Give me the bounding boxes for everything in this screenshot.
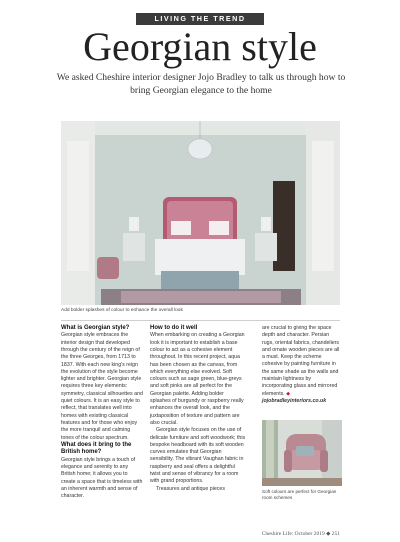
page-footer: Cheshire Life: October 2019 ◆ 251 (261, 531, 340, 537)
paragraph (262, 325, 342, 405)
paragraph: Treasures and antique pieces (156, 485, 225, 492)
paragraph: When embarking on creating a Georgian look it is important to establish a base colour to act as a cohesive element throughout. In this recent project, aqua has been chosen as the canvas, from which everything else evolved. Soft colours such as sage green, blue-greys and soft pinks are all perfect for the Georgian palette. Adding bolder splashes of burgundy or raspberry really enhances the overall look, and the juxtaposition of texture and pattern are also crucial. (150, 332, 245, 426)
article-column-3 (262, 325, 342, 405)
heading-what-does-it-bring: What does it bring to the British home? (61, 441, 132, 456)
inset-caption: Soft colours are perfect for Georgian room schemes (262, 489, 337, 500)
heading-what-is-georgian-style: What is Georgian style? (61, 325, 130, 331)
paragraph: Georgian style brings a touch of elegance and serenity to any British home; it allows you to create a space that is timeless with an inherent warmth and sense of character. (61, 456, 143, 500)
designer-website[interactable]: jojobradleyinteriors.co.uk (262, 397, 327, 404)
paragraph-text: are crucial to giving the space depth and character. Persian rugs, oriental fabrics, chandeliers and ornate wooden pieces are all a must. Keep the scheme cohesive by painting furniture in the same shade as the walls and maintain lightness by incorporating glass and mirrored elements. (262, 325, 340, 397)
end-mark-icon: ◆ (286, 390, 291, 397)
inset-armchair-photo (262, 420, 342, 486)
article-column-2 (150, 325, 246, 493)
article-column-1 (61, 325, 143, 500)
paragraph: Georgian style embraces the interior design that developed through the century of the reign of the three Georges, from 1713 to 1837. With each new king's reign the evolution of the style become lighter and brighter. Georgian style requires three key elements: symmetry, classical silhouettes and quiet colours. It is an easy style to reflect, that translates well into homes with existing classical features and for those who enjoy the more tranquil and calming tones of the colour spectrum. (61, 332, 143, 441)
page-title: Georgian style (83, 24, 317, 69)
section-tag: LIVING THE TREND (136, 13, 264, 25)
hero-caption: Add bolder splashes of colour to enhance the overall look (61, 308, 183, 313)
paragraph: Georgian style focuses on the use of delicate furniture and soft woodwork; this bespoke headboard with its soft wooden curves emulates that Georgian sensibility. The vibrant Vaughan fabric in raspberry and seal offers a delightful twist and sense of vibrancy for a room with grand proportions. (150, 427, 246, 485)
divider (61, 320, 340, 321)
intro-standfirst: We asked Cheshire interior designer Jojo Bradley to talk us through how to bring Georgian elegance to the home (56, 72, 346, 96)
heading-how-to-do-it-well: How to do it well (150, 325, 198, 331)
hero-bedroom-photo (61, 121, 340, 305)
